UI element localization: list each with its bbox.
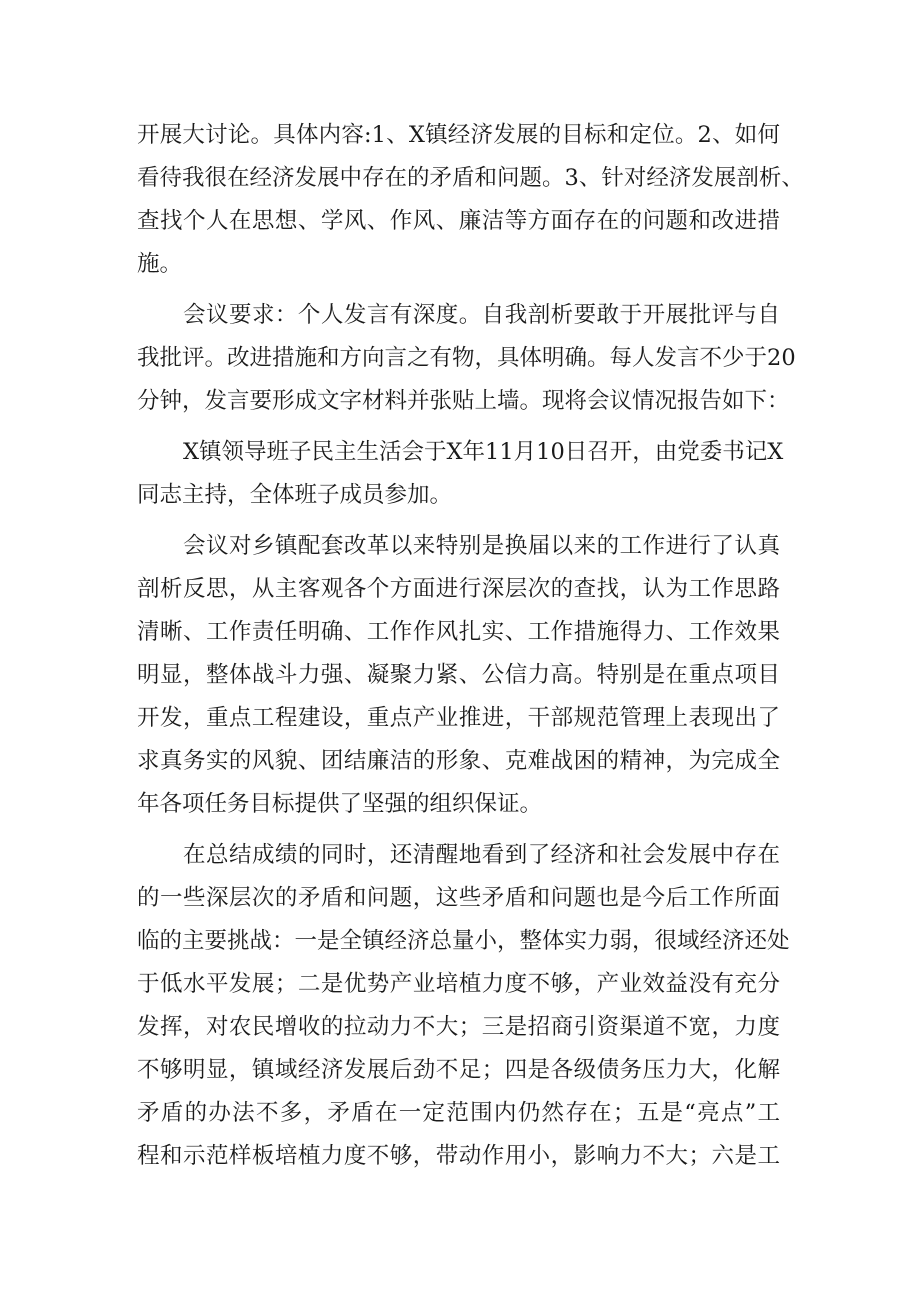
text-line: 分钟，发言要形成文字材料并张贴上墙。现将会议情况报告如下：: [137, 388, 790, 414]
text-line: 开发，重点工程建设，重点产业推进，干部规范管理上表现出了: [137, 705, 780, 731]
text-line: 程和示范样板培植力度不够，带动作用小，影响力不大；六是工: [137, 1143, 780, 1169]
text-line: 清晰、工作责任明确、工作作风扎实、工作措施得力、工作效果: [137, 619, 780, 645]
text-line: 不够明显，镇域经济发展后劲不足；四是各级债务压力大，化解: [137, 1057, 780, 1083]
text-line: 会议要求：个人发言有深度。自我剖析要敢于开展批评与自: [183, 302, 780, 328]
text-line: 施。: [137, 251, 183, 277]
text-line: 年各项任务目标提供了坚强的组织保证。: [137, 791, 543, 817]
text-line: 于低水平发展；二是优势产业培植力度不够，产业效益没有充分: [137, 971, 780, 997]
text-line: 明显，整体战斗力强、凝聚力紧、公信力高。特别是在重点项目: [137, 662, 780, 688]
text-line: 同志主持，全体班子成员参加。: [137, 482, 453, 508]
text-line: 矛盾的办法不多，矛盾在一定范围内仍然存在；五是“亮点”工: [137, 1100, 780, 1126]
text-line: 剖析反思，从主客观各个方面进行深层次的查找，认为工作思路: [137, 576, 780, 602]
text-line: 求真务实的风貌、团结廉洁的形象、克难战困的精神，为完成全: [137, 748, 780, 774]
text-line: 的一些深层次的矛盾和问题，这些矛盾和问题也是今后工作所面: [137, 885, 780, 911]
text-line: 查找个人在思想、学风、作风、廉洁等方面存在的问题和改进措: [137, 208, 780, 234]
text-line: 开展大讨论。具体内容:1、X镇经济发展的目标和定位。2、如何: [137, 122, 780, 148]
text-line: 在总结成绩的同时，还清醒地看到了经济和社会发展中存在: [183, 842, 780, 868]
text-line: X镇领导班子民主生活会于X年11月10日召开，由党委书记X: [183, 439, 784, 465]
text-line: 临的主要挑战：一是全镇经济总量小，整体实力弱，很域经济还处: [137, 928, 790, 954]
text-line: 我批评。改进措施和方向言之有物，具体明确。每人发言不少于20: [137, 345, 796, 371]
text-line: 会议对乡镇配套改革以来特别是换届以来的工作进行了认真: [183, 533, 780, 559]
text-line: 看待我很在经济发展中存在的矛盾和问题。3、针对经济发展剖析、: [137, 165, 804, 191]
text-line: 发挥，对农民增收的拉动力不大；三是招商引资渠道不宽，力度: [137, 1014, 780, 1040]
